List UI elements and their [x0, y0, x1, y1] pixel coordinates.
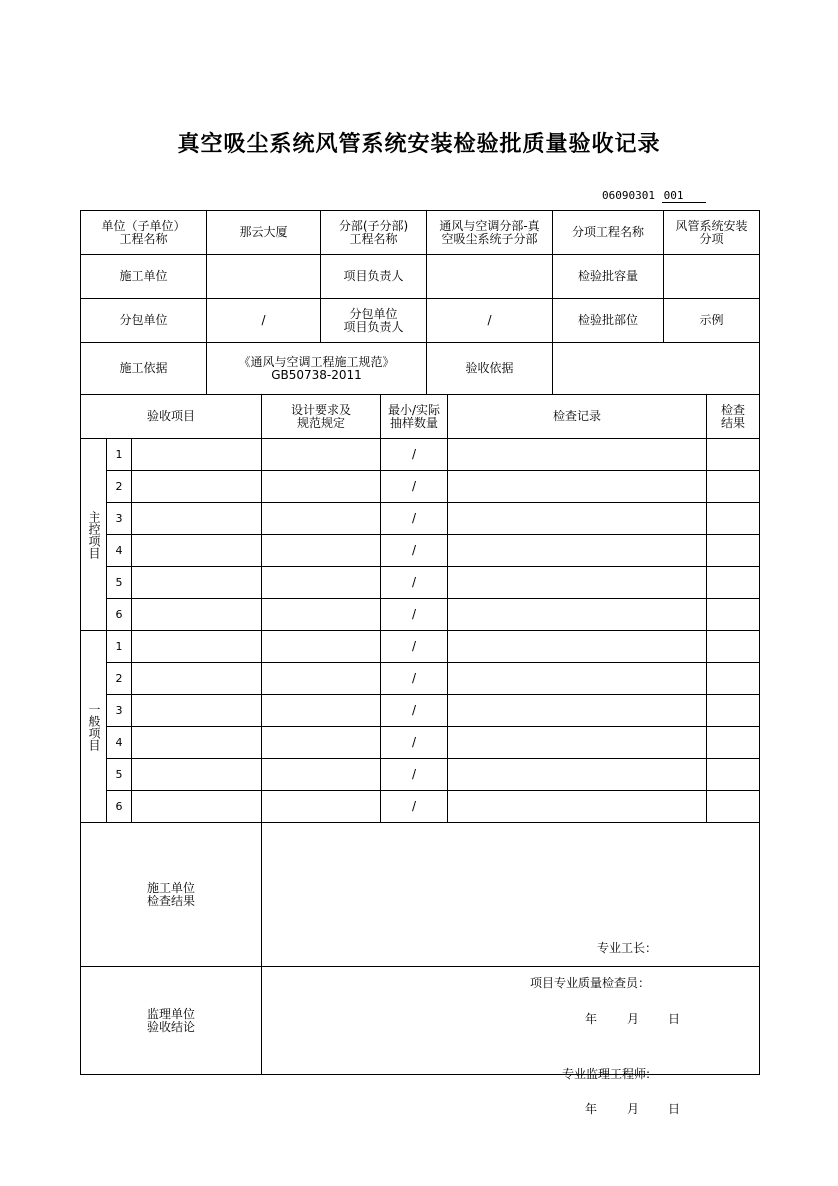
row-number: 2	[107, 471, 132, 503]
check-result-cell[interactable]	[707, 631, 760, 663]
sample-quantity-cell[interactable]: /	[381, 759, 448, 791]
design-requirement-cell[interactable]	[262, 759, 381, 791]
design-requirement-cell[interactable]	[262, 503, 381, 535]
item-name-cell[interactable]	[132, 535, 262, 567]
general-items-label: 一般项目	[81, 631, 107, 823]
item-name-cell[interactable]	[132, 631, 262, 663]
unit-name-value[interactable]: 那云大厦	[207, 211, 321, 255]
foreman-label: 专业工长：	[597, 940, 658, 955]
check-result-cell[interactable]	[707, 599, 760, 631]
check-result-cell[interactable]	[707, 535, 760, 567]
subcontractor-pm-label: 分包单位 项目负责人	[321, 299, 427, 343]
sample-quantity-cell[interactable]: /	[381, 503, 448, 535]
check-record-cell[interactable]	[448, 759, 707, 791]
batch-part-value[interactable]: 示例	[664, 299, 760, 343]
table-row	[81, 791, 760, 823]
batch-part-label: 检验批部位	[553, 299, 664, 343]
items-header-row	[81, 395, 760, 439]
inspection-items-table	[80, 394, 760, 823]
table-row	[81, 567, 760, 599]
design-requirement-cell[interactable]	[262, 727, 381, 759]
design-requirement-cell[interactable]	[262, 631, 381, 663]
header-item: 验收项目	[81, 395, 262, 439]
table-row	[81, 663, 760, 695]
item-name-cell[interactable]	[132, 791, 262, 823]
check-record-cell[interactable]	[448, 599, 707, 631]
check-record-cell[interactable]	[448, 663, 707, 695]
subitem-name-label: 分项工程名称	[553, 211, 664, 255]
sample-quantity-cell[interactable]: /	[381, 535, 448, 567]
table-row	[81, 503, 760, 535]
check-record-cell[interactable]	[448, 503, 707, 535]
project-manager-value[interactable]	[427, 255, 553, 299]
design-requirement-cell[interactable]	[262, 567, 381, 599]
check-result-cell[interactable]	[707, 503, 760, 535]
table-row	[81, 727, 760, 759]
row-number: 5	[107, 759, 132, 791]
document-number	[602, 189, 706, 203]
item-name-cell[interactable]	[132, 695, 262, 727]
row-number: 6	[107, 599, 132, 631]
subcontractor-pm-value[interactable]: /	[427, 299, 553, 343]
contractor-check-label: 施工单位 检查结果	[81, 823, 262, 967]
construction-basis-label: 施工依据	[81, 343, 207, 395]
sample-quantity-cell[interactable]: /	[381, 695, 448, 727]
sample-quantity-cell[interactable]: /	[381, 439, 448, 471]
row-number: 1	[107, 439, 132, 471]
item-name-cell[interactable]	[132, 599, 262, 631]
check-result-cell[interactable]	[707, 567, 760, 599]
sample-quantity-cell[interactable]: /	[381, 631, 448, 663]
row-number: 1	[107, 631, 132, 663]
item-name-cell[interactable]	[132, 471, 262, 503]
check-record-cell[interactable]	[448, 567, 707, 599]
check-result-cell[interactable]	[707, 759, 760, 791]
sample-quantity-cell[interactable]: /	[381, 663, 448, 695]
division-name-value[interactable]: 通风与空调分部-真 空吸尘系统子分部	[427, 211, 553, 255]
sample-quantity-cell[interactable]: /	[381, 791, 448, 823]
supervisor-check-label: 监理单位 验收结论	[81, 967, 262, 1075]
sample-quantity-cell[interactable]: /	[381, 471, 448, 503]
contractor-label: 施工单位	[81, 255, 207, 299]
acceptance-basis-value[interactable]	[553, 343, 760, 395]
signature-table	[80, 822, 760, 1116]
item-name-cell[interactable]	[132, 439, 262, 471]
date-day: 日	[668, 1101, 681, 1116]
check-result-cell[interactable]	[707, 791, 760, 823]
row-number: 4	[107, 727, 132, 759]
header-check-record: 检查记录	[448, 395, 707, 439]
check-result-cell[interactable]	[707, 471, 760, 503]
subitem-name-value[interactable]: 风管系统安装 分项	[664, 211, 760, 255]
sample-quantity-cell[interactable]: /	[381, 599, 448, 631]
check-result-cell[interactable]	[707, 439, 760, 471]
main-control-label: 主控项目	[81, 439, 107, 631]
batch-capacity-label: 检验批容量	[553, 255, 664, 299]
page-title: 真空吸尘系统风管系统安装检验批质量验收记录	[177, 131, 661, 157]
check-result-cell[interactable]	[707, 663, 760, 695]
design-requirement-cell[interactable]	[262, 791, 381, 823]
design-requirement-cell[interactable]	[262, 599, 381, 631]
header-check-result: 检查 结果	[707, 395, 760, 439]
date-day: 日	[668, 1011, 681, 1026]
table-row	[81, 599, 760, 631]
check-result-cell[interactable]	[707, 727, 760, 759]
date-month: 月	[627, 1101, 640, 1116]
acceptance-basis-label: 验收依据	[427, 343, 553, 395]
check-record-cell[interactable]	[448, 471, 707, 503]
document-number-prefix: 06090301	[602, 189, 655, 202]
date-month: 月	[627, 1011, 640, 1026]
check-record-cell[interactable]	[448, 439, 707, 471]
table-row	[81, 759, 760, 791]
row-number: 3	[107, 695, 132, 727]
unit-name-label: 单位（子单位） 工程名称	[81, 211, 207, 255]
sample-quantity-cell[interactable]: /	[381, 727, 448, 759]
item-name-cell[interactable]	[132, 727, 262, 759]
check-result-cell[interactable]	[707, 695, 760, 727]
design-requirement-cell[interactable]	[262, 535, 381, 567]
subcontractor-value[interactable]: /	[207, 299, 321, 343]
sample-quantity-cell[interactable]: /	[381, 567, 448, 599]
document-number-suffix[interactable]: 001	[662, 189, 706, 203]
row-number: 2	[107, 663, 132, 695]
check-record-cell[interactable]	[448, 631, 707, 663]
item-name-cell[interactable]	[132, 759, 262, 791]
row-number: 6	[107, 791, 132, 823]
check-record-cell[interactable]	[448, 791, 707, 823]
construction-basis-value[interactable]: 《通风与空调工程施工规范》 GB50738-2011	[207, 343, 427, 395]
project-manager-label: 项目负责人	[321, 255, 427, 299]
row-number: 3	[107, 503, 132, 535]
division-name-label: 分部(子分部) 工程名称	[321, 211, 427, 255]
supervisor-check-area[interactable]	[262, 967, 760, 1116]
check-record-cell[interactable]	[448, 535, 707, 567]
design-requirement-cell[interactable]	[262, 471, 381, 503]
contractor-value[interactable]	[207, 255, 321, 299]
header-design-requirement: 设计要求及 规范规定	[262, 395, 381, 439]
date-year: 年	[585, 1101, 598, 1116]
table-row	[81, 471, 760, 503]
table-row	[81, 631, 760, 663]
row-number: 5	[107, 567, 132, 599]
quality-inspector-label: 项目专业质量检查员：	[530, 975, 651, 990]
item-name-cell[interactable]	[132, 663, 262, 695]
design-requirement-cell[interactable]	[262, 663, 381, 695]
header-info-table	[80, 210, 760, 395]
supervising-engineer-label: 专业监理工程师:	[562, 1066, 651, 1081]
date-year: 年	[585, 1011, 598, 1026]
design-requirement-cell[interactable]	[262, 439, 381, 471]
table-row	[81, 695, 760, 727]
contractor-check-area[interactable]	[262, 823, 760, 1026]
check-record-cell[interactable]	[448, 727, 707, 759]
header-sample-quantity: 最小/实际 抽样数量	[381, 395, 448, 439]
item-name-cell[interactable]	[132, 567, 262, 599]
table-row	[81, 439, 760, 471]
batch-capacity-value[interactable]	[664, 255, 760, 299]
check-record-cell[interactable]	[448, 695, 707, 727]
subcontractor-label: 分包单位	[81, 299, 207, 343]
table-row	[81, 535, 760, 567]
item-name-cell[interactable]	[132, 503, 262, 535]
design-requirement-cell[interactable]	[262, 695, 381, 727]
row-number: 4	[107, 535, 132, 567]
